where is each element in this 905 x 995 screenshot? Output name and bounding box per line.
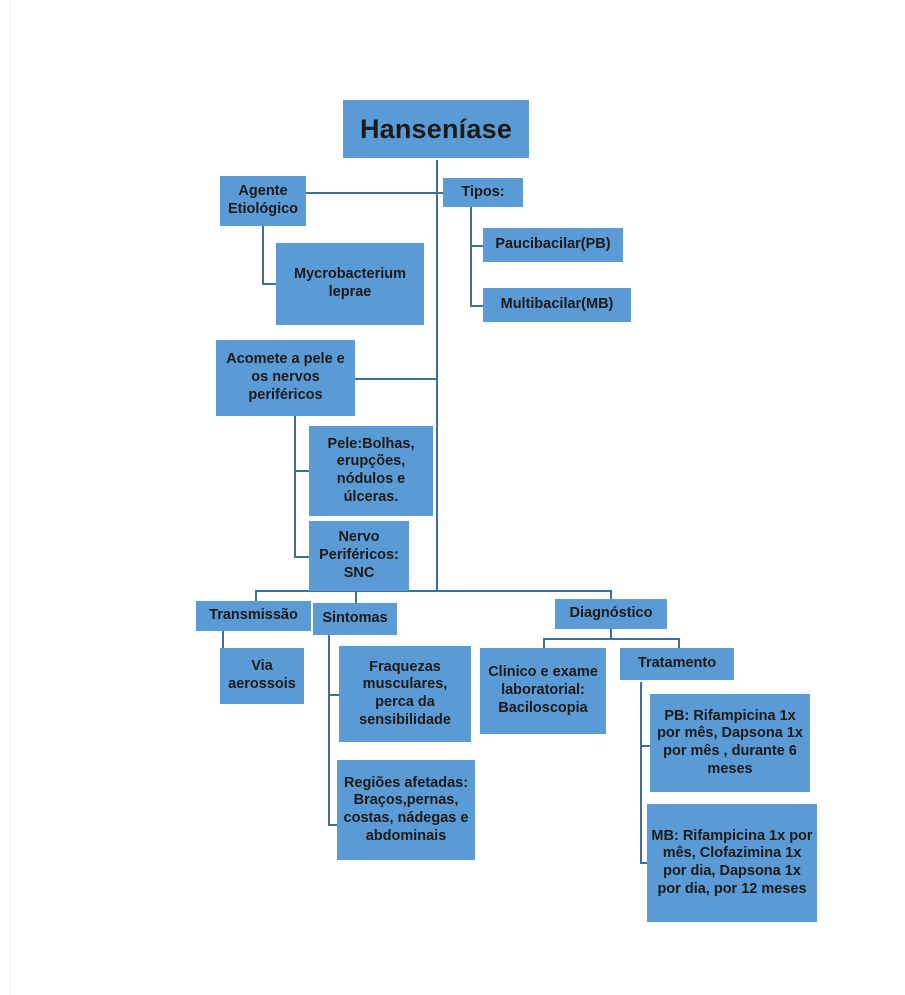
node-tratamento-pb[interactable]: PB: Rifampicina 1x por mês, Dapsona 1x por mês , durante 6 meses: [650, 694, 810, 792]
node-via-aerossois[interactable]: Via aerossois: [220, 648, 304, 704]
connector-sintomas-vertical: [328, 634, 330, 824]
connector-root-horizontal: [300, 192, 446, 194]
node-mycrobacterium-leprae[interactable]: Mycrobacterium leprae: [276, 243, 424, 325]
node-transmissao[interactable]: Transmissão: [196, 601, 311, 631]
connector-diagnostico-down: [610, 628, 612, 639]
node-diagnostico[interactable]: Diagnóstico: [555, 599, 667, 629]
connector-tipos-to-pb: [470, 245, 484, 247]
node-tratamento[interactable]: Tratamento: [620, 648, 734, 680]
connector-tratamento-vertical: [640, 682, 642, 862]
node-agente-etiologico[interactable]: Agente Etiológico: [220, 176, 306, 226]
node-fraquezas-musculares[interactable]: Fraquezas musculares, perca da sensibilidade: [339, 646, 471, 742]
node-regioes-afetadas[interactable]: Regiões afetadas: Braços,pernas, costas, nádegas e abdominais: [337, 760, 475, 860]
node-tratamento-mb[interactable]: MB: Rifampicina 1x por mês, Clofazimina 1x por dia, Dapsona 1x por dia, por 12 meses: [647, 804, 817, 922]
node-root-hanseniase[interactable]: Hanseníase: [343, 100, 529, 158]
connector-spine-to-acomete: [355, 378, 437, 380]
node-pele-sintomas[interactable]: Pele:Bolhas, erupções, nódulos e úlceras.: [309, 426, 433, 516]
node-multibacilar-mb[interactable]: Multibacilar(MB): [483, 288, 631, 322]
node-paucibacilar-pb[interactable]: Paucibacilar(PB): [483, 228, 623, 262]
connector-root-spine: [436, 160, 438, 590]
node-sintomas[interactable]: Sintomas: [313, 603, 397, 635]
connector-tipos-to-mb: [470, 305, 484, 307]
node-acomete-pele-nervos[interactable]: Acomete a pele e os nervos periféricos: [216, 340, 355, 416]
node-clinico-exame-laboratorial[interactable]: Clinico e exame laboratorial: Baciloscopia: [480, 648, 606, 734]
connector-tipos-vertical: [470, 205, 472, 305]
connector-acomete-vertical: [294, 414, 296, 557]
left-edge-strip: [0, 0, 11, 995]
node-tipos[interactable]: Tipos:: [443, 178, 523, 207]
connector-acomete-to-pele: [294, 470, 310, 472]
connector-acomete-to-nervo: [294, 556, 310, 558]
node-nervo-perifericos[interactable]: Nervo Periféricos: SNC: [309, 521, 409, 591]
